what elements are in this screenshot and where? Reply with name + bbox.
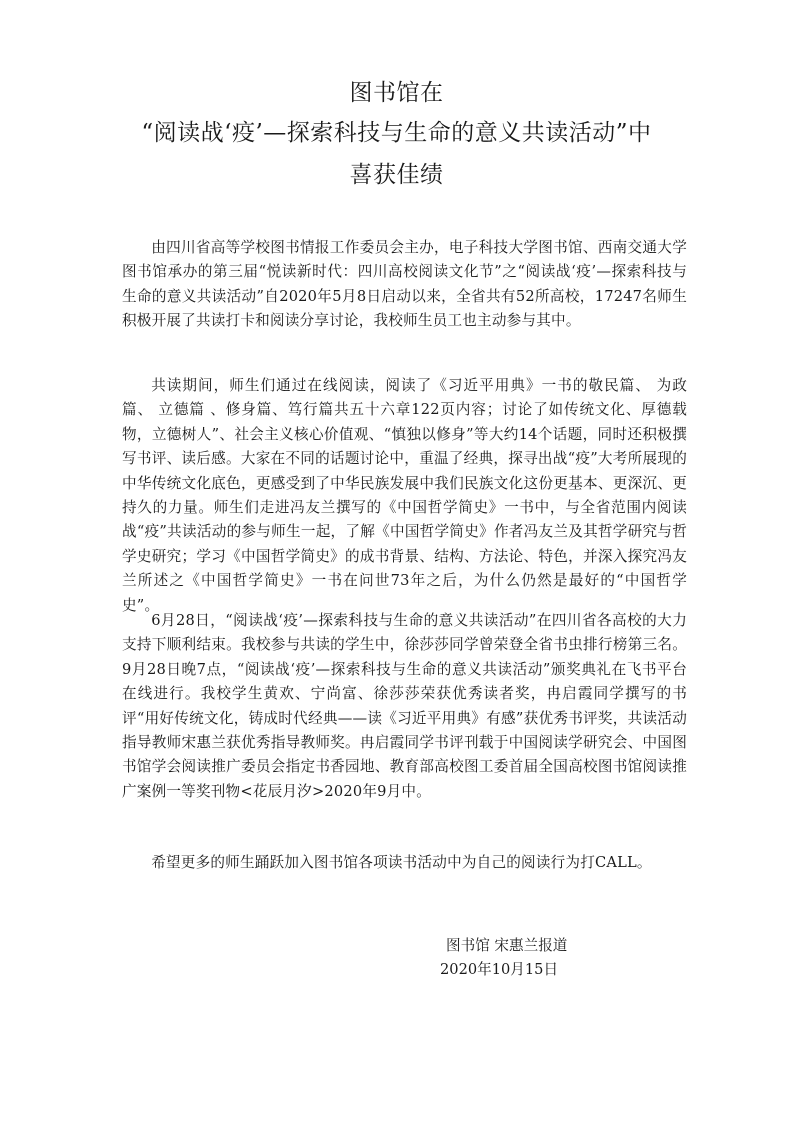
signature-author: 图书馆 宋惠兰报道 bbox=[446, 937, 568, 954]
title-line-3: 喜获佳绩 bbox=[349, 162, 444, 188]
title-line-2: “阅读战‘疫’—探索科技与生命的意义共读活动”中 bbox=[141, 120, 652, 146]
paragraph-intro: 由四川省高等学校图书情报工作委员会主办，电子科技大学图书馆、西南交通大学图书馆承办的第三届“悦读新时代：四川高校阅读文化节”之“阅读战‘疫’—探索科技与生命的意义共读活动”自2020年5月8日启动以来，全省共有52所高校，17247名师生积极开展了共读打卡和阅读分享讨论，我校师生员工也主动参与其中。 bbox=[122, 239, 687, 330]
paragraph-reading-period: 共读期间，师生们通过在线阅读，阅读了《习近平用典》一书的敬民篇、 为政篇、 立德篇 、修身篇、笃行篇共五十六章122页内容；讨论了如传统文化、厚德载物，立德树人”、社会主义核心价值观、“慎独以修身”等大约14个话题，同时还积极撰写书评、读后感。大家在不同的话题讨论中，重温了经典，探寻出战“疫”大考所展现的中华传统文化底色，更感受到了中华民族发展中我们民族文化这份更基本、更深沉、更持久的力量。师生们走进冯友兰撰写的《中国哲学简史》一书中，与全省范围内阅读战“疫”共读活动的参与师生一起，了解《中国哲学简史》作者冯友兰及其哲学研究与哲学史研究；学习《中国哲学简史》的成书背景、结构、方法论、特色，并深入探究冯友兰所述之《中国哲学简史》一书在问世73年之后，为什么仍然是最好的“中国哲学史”。 bbox=[122, 377, 687, 614]
signature-date: 2020年10月15日 bbox=[440, 961, 559, 978]
paragraph-awards: 6月28日，“阅读战‘疫’—探索科技与生命的意义共读活动”在四川省各高校的大力支持下顺利结束。我校参与共读的学生中，徐莎莎同学曾荣登全省书虫排行榜第三名。9月28日晚7点，“阅读战‘疫’—探索科技与生命的意义共读活动”颁奖典礼在飞书平台在线进行。我校学生黄欢、宁尚富、徐莎莎荣获优秀读者奖，冉启霞同学撰写的书评“用好传统文化，铸成时代经典——读《习近平用典》有感”获优秀书评奖，共读活动指导教师宋惠兰获优秀指导教师奖。冉启霞同学书评刊载于中国阅读学研究会、中国图书馆学会阅读推广委员会指定书香园地、教育部高校图工委首届全国高校图书馆阅读推广案例一等奖刊物<花辰月汐>2020年9月中。 bbox=[122, 612, 687, 800]
title-line-1: 图书馆在 bbox=[349, 80, 444, 106]
paragraph-closing: 希望更多的师生踊跃加入图书馆各项读书活动中为自己的阅读行为打CALL。 bbox=[151, 854, 652, 871]
